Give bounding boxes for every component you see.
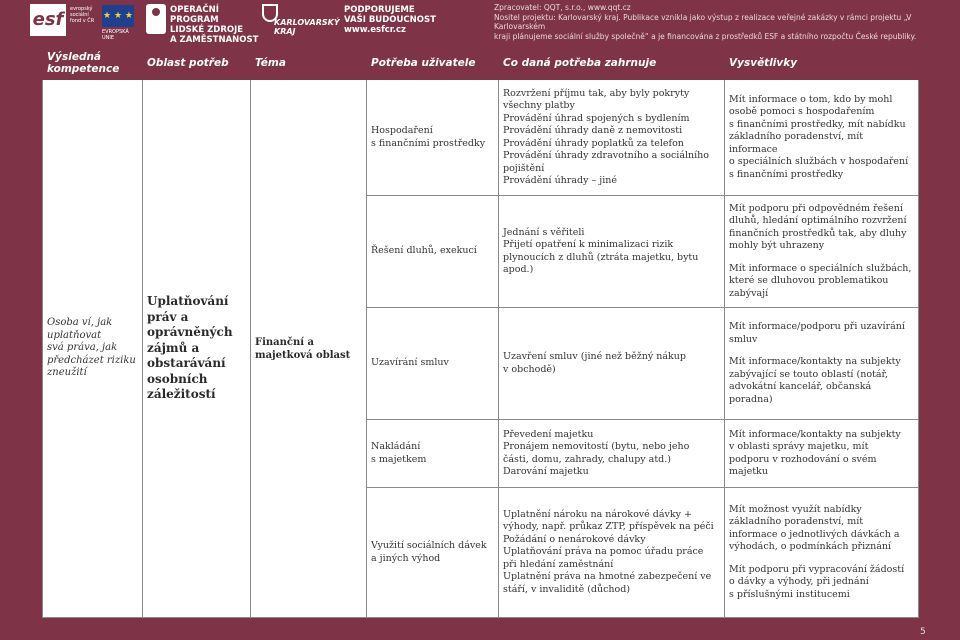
note-line: Mít informace o speciálních službách, bbox=[729, 262, 912, 274]
cell-line: Provádění úhrad spojených s bydlením bbox=[503, 112, 690, 124]
cell-line: stáří, v invaliditě (důchod) bbox=[503, 583, 631, 595]
outcome-line: zneužití bbox=[47, 367, 87, 379]
note-line: mohly být uhrazeny bbox=[729, 240, 825, 252]
cell-line: Rozvržení příjmu tak, aby byly pokryty bbox=[503, 87, 690, 99]
kv-line: KRAJ bbox=[274, 27, 296, 36]
cell-line: při hledání zaměstnání bbox=[503, 558, 614, 570]
note-line: Mít informace o tom, kdo by mohl bbox=[729, 93, 893, 105]
area-line: obstarávání bbox=[147, 356, 226, 371]
cell-line: Přijetí opatření k minimalizaci rizik bbox=[503, 239, 674, 250]
paragraph-gap bbox=[729, 554, 914, 564]
cell-line: výhody, např. průkaz ZTP, příspěvek na péči bbox=[503, 521, 714, 533]
kv-line: KARLOVARSKÝ bbox=[274, 18, 340, 27]
coverage-cell bbox=[499, 420, 725, 488]
esf-mark: esf bbox=[30, 4, 66, 36]
cell-line: Uzavření smluv (jiné než běžný nákup bbox=[503, 351, 686, 362]
table-row bbox=[43, 80, 919, 196]
note-line: Mít podporu při vypracování žádostí bbox=[729, 563, 905, 575]
cell-line: Uplatňování práva na pomoc úřadu práce bbox=[503, 546, 704, 558]
notes-cell bbox=[725, 80, 919, 196]
cell-line: Uzavírání smluv bbox=[371, 357, 449, 369]
pv-line: PODPORUJEME bbox=[344, 5, 415, 15]
table-header-row bbox=[43, 47, 919, 80]
note-line: majetku bbox=[729, 466, 768, 477]
cell-line: všechny platby bbox=[503, 100, 575, 111]
note-line: v oblasti správy majetku, mít bbox=[729, 441, 869, 452]
note-line: výhodách, o podmínkách přiznání bbox=[729, 541, 892, 553]
cell-line: plynoucích z dluhů (ztráta majetku, bytu bbox=[503, 251, 699, 263]
cell-line: Provádění úhrady – jiné bbox=[503, 175, 617, 186]
header-outcome-line: Výsledná bbox=[47, 51, 102, 63]
note-line: osobě pomoci s hospodařením bbox=[729, 106, 875, 118]
header-coverage: Co daná potřeba zahrnuje bbox=[499, 47, 725, 80]
note-line: s finančními prostředky, mít nabídku bbox=[729, 118, 906, 130]
need-cell bbox=[367, 196, 499, 308]
podporujeme-logo bbox=[344, 2, 434, 38]
notes-cell bbox=[725, 196, 919, 308]
paragraph-gap bbox=[729, 253, 914, 263]
cell-line: Jednání s věřiteli bbox=[503, 226, 585, 238]
topic-line: majetková oblast bbox=[255, 349, 351, 361]
note-line: Mít podporu při odpovědném řešení bbox=[729, 202, 903, 214]
cell-line: Převedení majetku bbox=[503, 428, 594, 440]
note-line: poradna) bbox=[729, 393, 773, 405]
coverage-cell bbox=[499, 80, 725, 196]
credits-line: Zpracovatel: QQT, s.r.o., www.qqt.cz bbox=[494, 3, 631, 12]
competence-table-wrap bbox=[42, 46, 918, 618]
header-topic: Téma bbox=[251, 47, 367, 80]
cell-line: Uplatnění práva na hmotné zabezpečení ve bbox=[503, 571, 712, 583]
cell-line: Provádění úhrady daně z nemovitosti bbox=[503, 125, 683, 136]
esf-caption: evropský sociální fond v ČR bbox=[70, 6, 95, 24]
note-line: dluhů, hledání optimálního rozvržení bbox=[729, 215, 907, 227]
eu-flag-icon: ★ ★ ★ bbox=[102, 5, 134, 27]
note-line: zabývající se touto oblastí (notář, bbox=[729, 368, 889, 380]
area-line: oprávněných bbox=[147, 325, 233, 340]
coverage-cell bbox=[499, 308, 725, 420]
outcome-cell bbox=[43, 80, 143, 618]
area-line: Uplatňování bbox=[147, 294, 229, 309]
header-need: Potřeba uživatele bbox=[367, 47, 499, 80]
op-line: A ZAMĚSTNANOST bbox=[170, 35, 259, 45]
credits-line: kraji plánujeme sociální služby společně“ a je financována z prostředků ESF a státního rozpočtu České republiky. bbox=[494, 31, 917, 41]
page-number: 5 bbox=[920, 627, 926, 637]
header-notes: Vysvětlivky bbox=[725, 47, 919, 80]
karlovarsky-kraj-logo bbox=[262, 2, 340, 38]
eu-label: EVROPSKÁ UNIE bbox=[102, 29, 129, 41]
cell-line: Uplatnění nároku na nárokové dávky + bbox=[503, 508, 693, 520]
area-cell bbox=[143, 80, 251, 618]
cell-line: v obchodě) bbox=[503, 363, 556, 375]
need-cell bbox=[367, 488, 499, 618]
note-line: s finančními prostředky bbox=[729, 168, 844, 180]
topic-line: Finanční a bbox=[255, 336, 315, 348]
header-outcome bbox=[43, 47, 143, 80]
header-outcome-line: kompetence bbox=[47, 63, 120, 75]
area-line: záležitostí bbox=[147, 387, 216, 402]
note-line: základního poradenství, mít informace bbox=[729, 131, 864, 155]
cell-line: Řešení dluhů, exekucí bbox=[371, 245, 477, 257]
note-line: podporu v rozhodování o svém bbox=[729, 453, 877, 465]
op-logo bbox=[146, 2, 259, 45]
note-line: Mít informace/kontakty na subjekty bbox=[729, 356, 901, 367]
esf-logo bbox=[30, 2, 138, 41]
cell-line: a jiných výhod bbox=[371, 552, 441, 564]
note-line: informace o jednotlivých dávkách a bbox=[729, 528, 900, 540]
cell-line: Využití sociálních dávek bbox=[371, 540, 487, 551]
notes-cell bbox=[725, 488, 919, 618]
note-line: zabývají bbox=[729, 287, 769, 299]
coverage-cell bbox=[499, 196, 725, 308]
area-line: práv a bbox=[147, 309, 189, 324]
header-banner bbox=[0, 0, 960, 45]
cell-line: pojištění bbox=[503, 162, 545, 174]
header-area: Oblast potřeb bbox=[143, 47, 251, 80]
cell-line: Provádění úhrady poplatků za telefon bbox=[503, 137, 684, 149]
credits-line: Nositel projektu: Karlovarský kraj. Publikace vznikla jako výstup z realizace veřejné zakázky v rámci projektu „V Karlovarském bbox=[494, 12, 912, 31]
note-line: o dávky a výhody, při jednání bbox=[729, 576, 869, 588]
note-line: o speciálních službách v hospodaření bbox=[729, 156, 909, 168]
outcome-line: předcházet riziku bbox=[47, 354, 136, 366]
table-body bbox=[43, 80, 919, 618]
note-line: finančních prostředků tak, aby dluhy bbox=[729, 227, 907, 239]
note-line: které se dluhovou problematikou bbox=[729, 275, 889, 287]
competence-table bbox=[42, 46, 919, 618]
note-line: advokátní kancelář, občanská bbox=[729, 381, 872, 392]
outcome-line: Osoba ví, jak bbox=[47, 317, 113, 329]
pv-text bbox=[344, 5, 444, 35]
area-line: osobních bbox=[147, 371, 208, 386]
pv-line: VAŠI BUDOUCNOST bbox=[344, 15, 436, 25]
notes-cell bbox=[725, 308, 919, 420]
cell-line: Provádění úhrady zdravotního a sociálního bbox=[503, 150, 710, 161]
cell-line: části, domu, zahrady, chalupy atd.) bbox=[503, 453, 671, 465]
cell-line: Požádání o nenárokové dávky bbox=[503, 533, 646, 545]
need-cell bbox=[367, 80, 499, 196]
cell-line: Hospodaření bbox=[371, 125, 433, 136]
need-cell bbox=[367, 420, 499, 488]
area-line: zájmů a bbox=[147, 340, 200, 355]
pv-link[interactable]: www.esfcr.cz bbox=[344, 25, 406, 35]
note-line: s příslušnými institucemi bbox=[729, 588, 850, 600]
paragraph-gap bbox=[729, 346, 914, 356]
outcome-line: svá práva, jak bbox=[47, 342, 118, 354]
op-line: OPERAČNÍ PROGRAM bbox=[170, 5, 219, 25]
cell-line: Nakládání bbox=[371, 441, 421, 452]
note-line: Mít informace/kontakty na subjekty bbox=[729, 428, 901, 440]
topic-cell bbox=[251, 80, 367, 618]
op-figure-icon bbox=[146, 4, 166, 34]
note-line: smluv bbox=[729, 333, 758, 345]
kv-text bbox=[274, 18, 344, 36]
op-text bbox=[170, 5, 270, 45]
need-cell bbox=[367, 308, 499, 420]
outcome-line: uplatňovat bbox=[47, 329, 102, 341]
notes-cell bbox=[725, 420, 919, 488]
cell-line: Darování majetku bbox=[503, 466, 589, 477]
credits-text bbox=[494, 3, 954, 41]
note-line: základního poradenství, mít bbox=[729, 516, 864, 528]
coverage-cell bbox=[499, 488, 725, 618]
cell-line: Pronájem nemovitostí (bytu, nebo jeho bbox=[503, 441, 690, 452]
note-line: Mít informace/podporu při uzavírání bbox=[729, 321, 905, 332]
note-line: Mít možnost využít nabídky bbox=[729, 503, 862, 515]
cell-line: apod.) bbox=[503, 264, 534, 275]
op-line: LIDSKÉ ZDROJE bbox=[170, 25, 244, 35]
cell-line: s majetkem bbox=[371, 453, 427, 465]
cell-line: s finančními prostředky bbox=[371, 137, 486, 149]
